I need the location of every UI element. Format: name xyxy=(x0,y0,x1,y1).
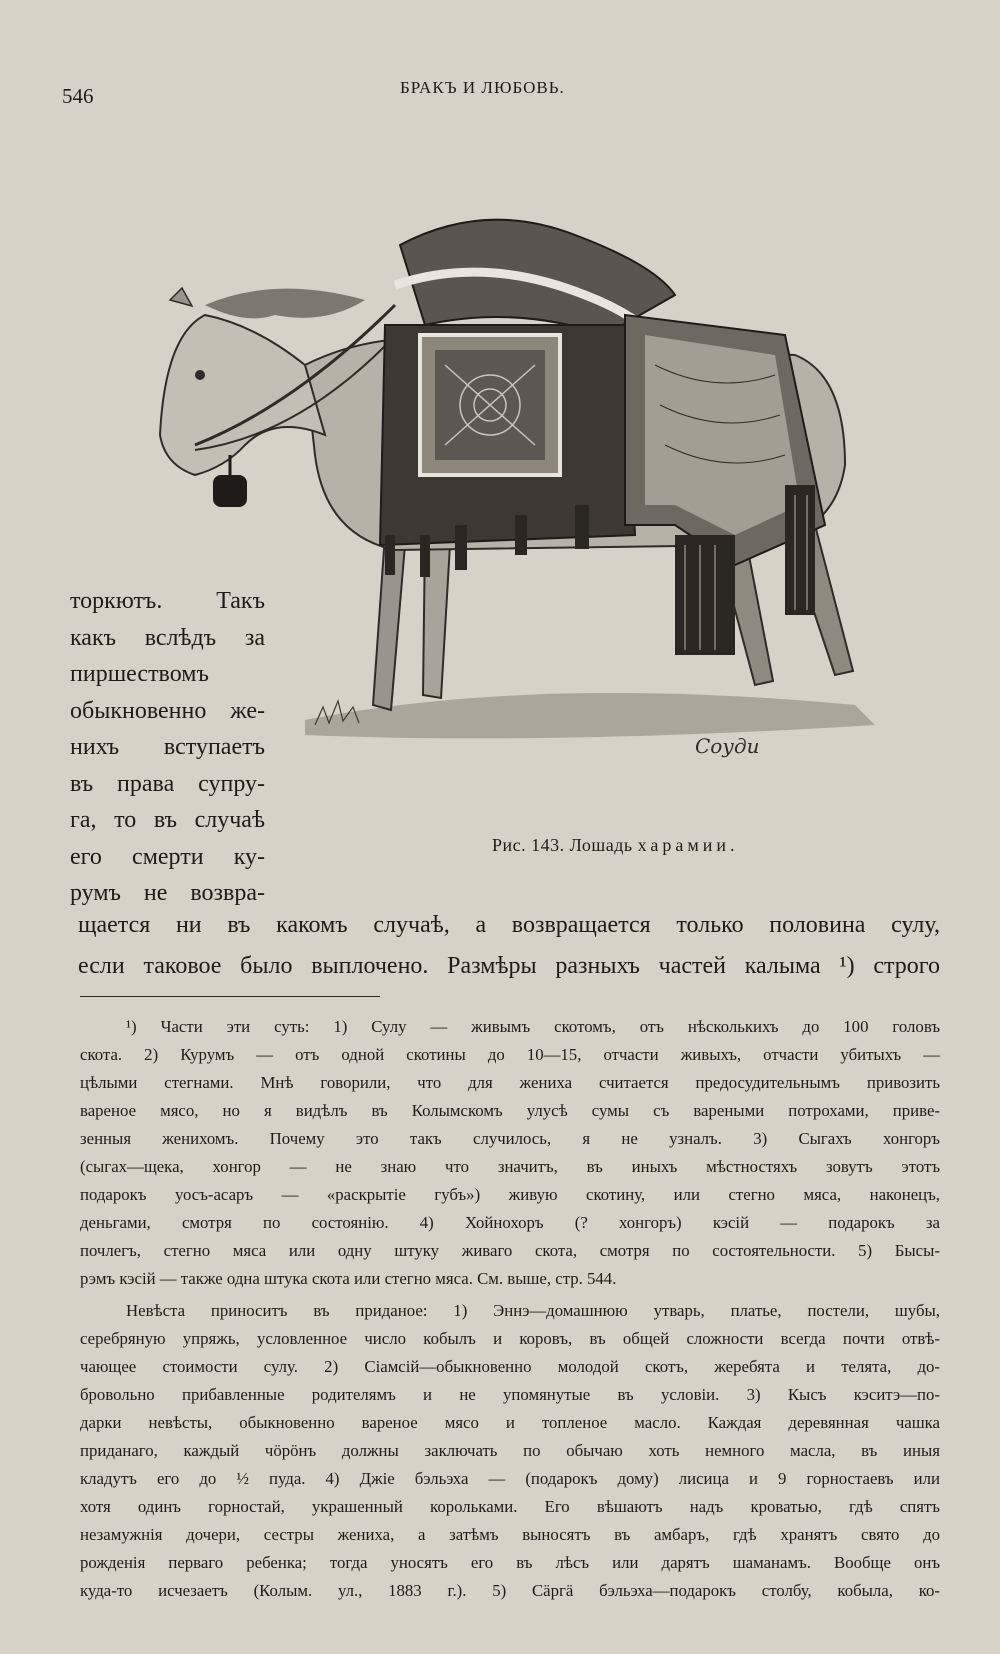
paragraph-line: куда-то исчезаетъ (Колым. ул., 1883 г.). 5) Сäргä бэльэха—подарокъ столбу, кобыла, ко- xyxy=(80,1581,940,1600)
paragraph-line: незамужнія дочери, сестры жениха, а затѣмъ выносятъ въ амбаръ, гдѣ хранятъ свято до xyxy=(80,1525,940,1544)
caption-spaced: харамии. xyxy=(637,835,739,855)
footnote-line: подарокъ уосъ-асаръ — «раскрытіе губъ») живую скотину, или стегно мяса, наконецъ, xyxy=(80,1185,940,1204)
main-text-line: если таковое было выплочено. Размѣры разныхъ частей калыма ¹) строго xyxy=(78,953,940,979)
side-text-line: обыкновенно же- xyxy=(70,697,265,724)
side-text-line: торкютъ. Такъ xyxy=(70,588,265,614)
side-text-line: какъ вслѣдъ за xyxy=(70,624,265,651)
footnote-divider xyxy=(80,996,380,997)
paragraph-line: бровольно прибавленные родителямъ и не упомянутые въ условіи. 3) Кысъ кэситэ—по- xyxy=(80,1385,940,1404)
paragraph-line: серебряную упряжь, условленное число кобылъ и коровъ, въ общей сложности всегда почти отвѣ- xyxy=(80,1329,940,1348)
paragraph-line: рожденія перваго ребенка; тогда уносятъ его въ лѣсъ или дарятъ шаманамъ. Вообще онъ xyxy=(80,1553,940,1572)
paragraph-line: Невѣста приноситъ въ приданое: 1) Эннэ—домашнюю утварь, платье, постели, шубы, xyxy=(126,1301,940,1320)
running-head: БРАКЪ И ЛЮБОВЬ. xyxy=(400,78,565,97)
main-text xyxy=(78,905,940,987)
side-text-line: нихъ вступаетъ xyxy=(70,734,265,760)
footnote-block xyxy=(80,1013,940,1605)
side-text-line: пиршествомъ xyxy=(70,661,209,687)
footnote-line: скота. 2) Курумъ — отъ одной скотины до 10—15, отчасти живыхъ, отчасти убитыхъ — xyxy=(80,1045,940,1064)
paragraph-line: хотя одинъ горностай, украшенный корольками. Его вѣшаютъ надъ кроватью, гдѣ спятъ xyxy=(80,1497,940,1516)
side-text-column xyxy=(70,583,265,912)
horse-illustration xyxy=(155,205,915,780)
side-text-line: его смерти ку- xyxy=(70,843,265,870)
footnote-line: рэмъ кэсій — также одна штука скота или стегно мяса. См. выше, стр. 544. xyxy=(80,1269,617,1288)
footnote-line: почлегъ, стегно мяса или одну штуку живаго скота, смотря по состоятельности. 5) Бысы- xyxy=(80,1241,940,1260)
figure-caption xyxy=(492,835,739,856)
main-text-line: щается ни въ какомъ случаѣ, а возвращается только половина сулу, xyxy=(78,912,940,938)
footnote-line: вареное мясо, но я видѣлъ въ Колымскомъ улусѣ сумы съ вареными потрохами, приве- xyxy=(80,1101,940,1120)
footnote-line: ¹) Части эти суть: 1) Сулу — живымъ скотомъ, отъ нѣсколькихъ до 100 головъ xyxy=(126,1017,940,1036)
paragraph-line: приданаго, каждый чöрöнъ должны заключать по обычаю хоть немного масла, въ иныя xyxy=(80,1441,940,1460)
footnote-line: (сыгах—щека, хонгор — не знаю что значитъ, въ иныхъ мѣстностяхъ зовутъ этотъ xyxy=(80,1157,940,1176)
side-text-line: въ права супру- xyxy=(70,770,265,797)
artist-signature: Сoуди xyxy=(695,734,760,758)
paragraph-line: кладутъ его до ½ пуда. 4) Джіе бэльэха — (подарокъ дому) лисица и 9 горностаевъ или xyxy=(80,1469,940,1488)
footnote-line: цѣлыми стегнами. Мнѣ говорили, что для жениха считается предосудительнымъ привозить xyxy=(80,1073,940,1092)
footnote-line: зенныя женихомъ. Почему это такъ случилось, я не узналъ. 3) Сыгахъ хонгоръ xyxy=(80,1129,940,1148)
side-text-line: га, то въ случаѣ xyxy=(70,807,265,833)
paragraph-line: дарки невѣсты, обыкновенно вареное мясо и топленое масло. Каждая деревянная чашка xyxy=(80,1413,940,1432)
footnote-line: деньгами, смотря по состоянію. 4) Хойнохоръ (? хонгоръ) кэсій — подарокъ за xyxy=(80,1213,940,1232)
page-number: 546 xyxy=(62,84,94,108)
caption-prefix: Рис. 143. Лошадь xyxy=(492,835,638,855)
paragraph-line: чающее стоимости сулу. 2) Сіамсій—обыкновенно молодой скотъ, жеребята и телята, до- xyxy=(80,1357,940,1376)
side-text-line: румъ не возвра- xyxy=(70,880,265,906)
